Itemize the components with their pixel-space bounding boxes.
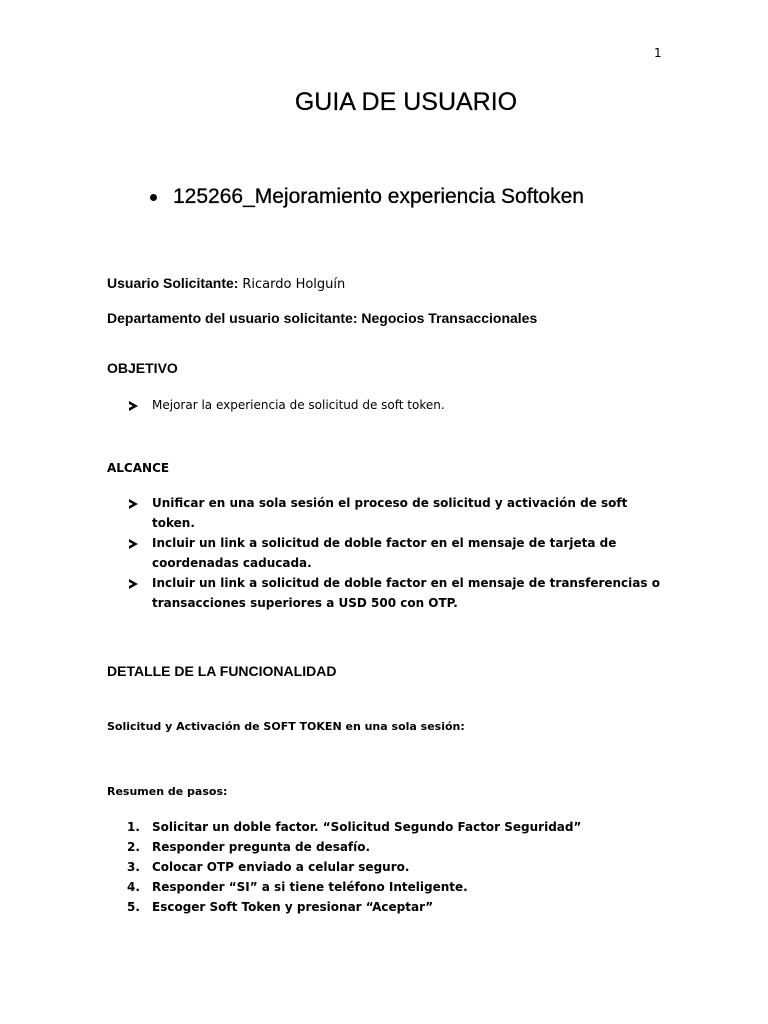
objetivo-item-text: Mejorar la experiencia de solicitud de soft token. — [152, 398, 445, 412]
requester-field — [107, 275, 345, 292]
steps-list — [127, 817, 581, 917]
list-item — [129, 573, 669, 613]
detalle-subheading: Solicitud y Activación de SOFT TOKEN en una sola sesión: — [107, 720, 465, 733]
alcance-item-text: Incluir un link a solicitud de doble factor en el mensaje de tarjeta de coordenadas caducada. — [152, 536, 617, 570]
list-item — [127, 897, 581, 917]
detalle-heading: DETALLE DE LA FUNCIONALIDAD — [107, 663, 337, 679]
resumen-label: Resumen de pasos: — [107, 785, 228, 798]
step-text: Colocar OTP enviado a celular seguro. — [152, 860, 410, 874]
list-item — [127, 857, 581, 877]
objetivo-heading: OBJETIVO — [107, 360, 178, 376]
department-field — [107, 310, 537, 326]
project-bullet — [150, 185, 584, 209]
step-number: 3. — [127, 860, 140, 874]
step-number: 4. — [127, 880, 140, 894]
list-item — [127, 877, 581, 897]
arrow-bullet-icon — [129, 539, 138, 549]
bullet-icon — [150, 194, 157, 201]
alcance-list — [129, 493, 669, 613]
step-number: 2. — [127, 840, 140, 854]
department-label: Departamento del usuario solicitante: — [107, 310, 358, 326]
project-name: 125266_Mejoramiento experiencia Softoken — [173, 185, 584, 208]
step-number: 1. — [127, 820, 140, 834]
step-text: Responder “SI” a si tiene teléfono Inteligente. — [152, 880, 468, 894]
step-text: Solicitar un doble factor. “Solicitud Segundo Factor Seguridad” — [152, 820, 582, 834]
list-item — [127, 817, 581, 837]
department-value: Negocios Transaccionales — [361, 310, 538, 326]
arrow-bullet-icon — [129, 499, 138, 509]
list-item — [129, 493, 669, 533]
step-text: Responder pregunta de desafío. — [152, 840, 371, 854]
objetivo-list — [129, 395, 445, 415]
list-item — [129, 395, 445, 415]
step-text: Escoger Soft Token y presionar “Aceptar” — [152, 900, 434, 914]
requester-value: Ricardo Holguín — [242, 277, 346, 292]
step-number: 5. — [127, 900, 140, 914]
document-title: GUIA DE USUARIO — [294, 88, 518, 116]
alcance-item-text: Unificar en una sola sesión el proceso de solicitud y activación de soft token. — [152, 496, 628, 530]
list-item — [129, 533, 669, 573]
alcance-item-text: Incluir un link a solicitud de doble factor en el mensaje de transferencias o transacciones superiores a USD 500 con OTP. — [152, 576, 660, 610]
arrow-bullet-icon — [129, 401, 138, 411]
alcance-heading: ALCANCE — [107, 461, 170, 475]
page-number: 1 — [654, 46, 662, 60]
arrow-bullet-icon — [129, 579, 138, 589]
requester-label: Usuario Solicitante: — [107, 275, 239, 291]
list-item — [127, 837, 581, 857]
